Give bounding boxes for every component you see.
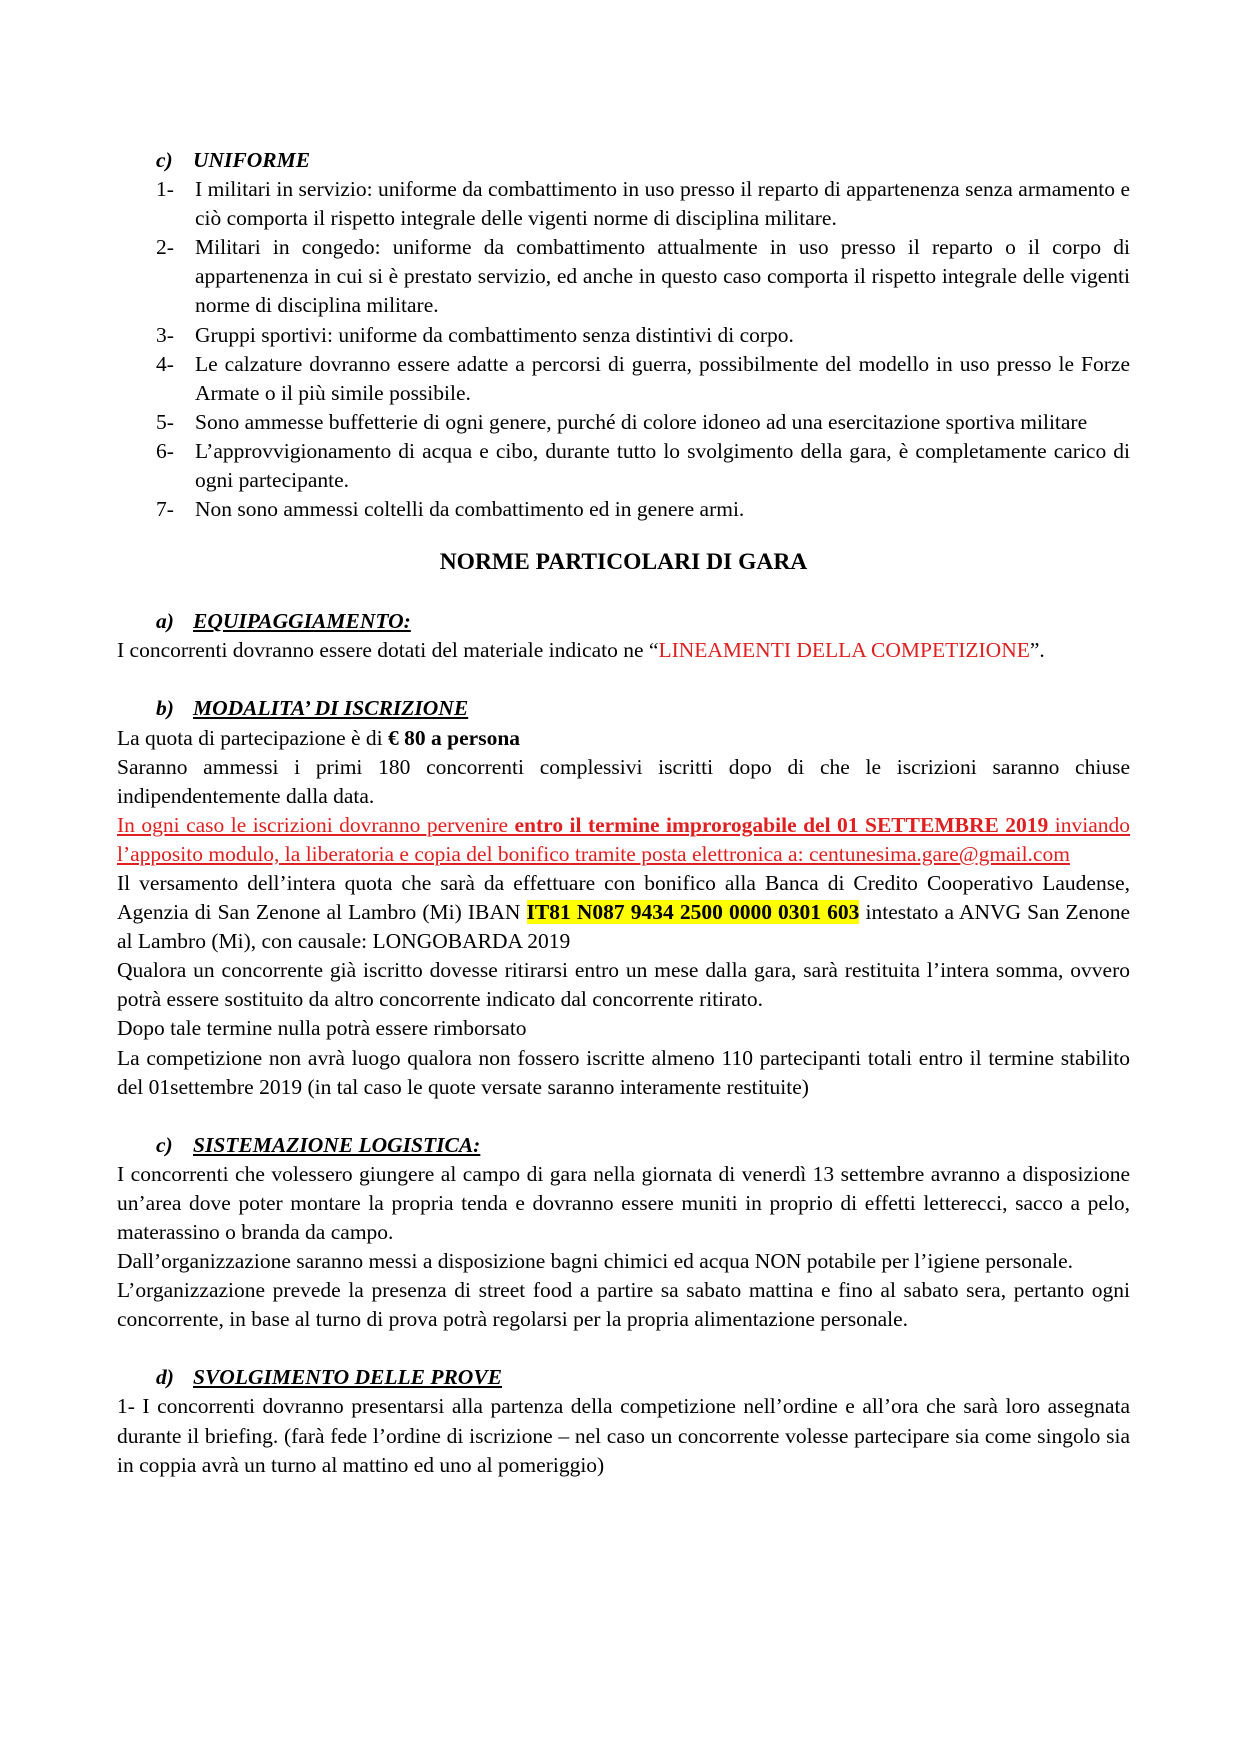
- section-letter: b): [156, 696, 174, 721]
- list-number: 5-: [156, 409, 174, 434]
- main-title: NORME PARTICOLARI DI GARA: [439, 549, 808, 576]
- list-number: 6-: [156, 438, 174, 463]
- list-item: [117, 175, 1130, 233]
- list-text: Militari in congedo: uniforme da combattimento attualmente in uso presso il reparto o il corpo di appartenenza in cui si è prestato servizio, ed anche in questo caso comporta il rispetto integrale delle vigenti norme di disciplina militare.: [195, 235, 1130, 318]
- list-item: [117, 233, 1130, 320]
- lineamenti-reference: LINEAMENTI DELLA COMPETIZIONE: [658, 638, 1030, 663]
- logistica-paragraph-1: I concorrenti che volessero giungere al campo di gara nella giornata di venerdì 13 settembre avranno a disposizione un’area dove poter montare la propria tenda e dovranno essere muniti in proprio di effetti letterecci, sacco a pelo, materassino o branda da campo.: [117, 1161, 1130, 1244]
- section-letter: d): [156, 1365, 174, 1390]
- text-run: I concorrenti dovranno essere dotati del materiale indicato ne “: [117, 638, 659, 663]
- prove-paragraph-1: 1- I concorrenti dovranno presentarsi alla partenza della competizione nell’ordine e all’ora che sarà loro assegnata durante il briefing. (farà fede l’ordine di iscrizione – nel caso un concorrente volesse partecipare sia come singolo sia in coppia avrà un turno al mattino ed uno al pomeriggio): [117, 1394, 1130, 1477]
- list-item: [117, 321, 1130, 350]
- text-run: Il versamento dell’intera quota che sarà da effettuare con bonifico alla Banca di Credito Cooperativo Laudense, Agenzia di San Zenone al Lambro (Mi) IBAN: [117, 870, 1130, 925]
- section-heading-equipaggiamento: [117, 607, 1130, 636]
- section-letter: a): [156, 609, 174, 634]
- email-instruction: inviando l’apposito modulo, la liberatoria e copia del bonifico tramite posta elettronica a: centunesima.gare@gmail.com: [117, 812, 1131, 866]
- text-run: ”.: [1029, 638, 1045, 663]
- list-text: I militari in servizio: uniforme da combattimento in uso presso il reparto di appartenenza senza armamento e ciò comporta il rispetto integrale delle vigenti norme di disciplina militare.: [195, 177, 1130, 231]
- minimo-paragraph: La competizione non avrà luogo qualora non fossero iscritte almeno 110 partecipanti totali entro il termine stabilito del 01settembre 2019 (in tal caso le quote versate saranno interamente restituite): [117, 1045, 1130, 1099]
- list-text: Le calzature dovranno essere adatte a percorsi di guerra, possibilmente del modello in uso presso le Forze Armate o il più simile possibile.: [195, 351, 1130, 405]
- list-item: [117, 495, 1130, 524]
- rimborso-paragraph: Dopo tale termine nulla potrà essere rimborsato: [117, 1016, 527, 1041]
- deadline-bold: entro il termine improrogabile del 01 SETTEMBRE 2019: [514, 812, 1049, 837]
- list-text: L’approvvigionamento di acqua e cibo, durante tutto lo svolgimento della gara, è completamente carico di ogni partecipante.: [195, 438, 1130, 493]
- iban-highlight: IT81 N087 9434 2500 0000 0301 603: [526, 900, 860, 925]
- section-heading-uniforme: [117, 146, 1130, 175]
- list-number: 4-: [156, 351, 174, 376]
- section-title: UNIFORME: [193, 148, 311, 172]
- list-item: [117, 350, 1130, 408]
- list-text: Non sono ammessi coltelli da combattimento ed in genere armi.: [195, 497, 745, 522]
- ammessi-paragraph: Saranno ammessi i primi 180 concorrenti complessivi iscritti dopo di che le iscrizioni saranno chiuse indipendentemente dalla data.: [117, 754, 1130, 808]
- list-number: 7-: [156, 497, 174, 522]
- section-title: SISTEMAZIONE LOGISTICA:: [193, 1132, 481, 1157]
- text-run: In ogni caso le iscrizioni dovranno pervenire: [117, 812, 515, 837]
- section-letter: c): [156, 148, 173, 172]
- section-title: SVOLGIMENTO DELLE PROVE: [193, 1365, 503, 1390]
- list-number: 3-: [156, 322, 174, 347]
- uniforme-list: [117, 175, 1130, 524]
- logistica-paragraph-3: L’organizzazione prevede la presenza di street food a partire sa sabato mattina e fino al sabato sera, pertanto ogni concorrente, in base al turno di prova potrà regolarsi per la propria alimentazione personale.: [117, 1278, 1130, 1332]
- document-page: [117, 146, 1130, 1480]
- list-item: [117, 408, 1130, 437]
- logistica-paragraph-2: Dall’organizzazione saranno messi a disposizione bagni chimici ed acqua NON potabile per l’igiene personale.: [117, 1249, 1074, 1274]
- list-number: 1-: [156, 177, 174, 202]
- list-text: Sono ammesse buffetterie di ogni genere, purché di colore idoneo ad una esercitazione sportiva militare: [195, 409, 1088, 434]
- section-heading-prove: [117, 1363, 1130, 1392]
- deadline-paragraph: [117, 811, 1130, 869]
- quota-text: [117, 724, 1130, 753]
- list-number: 2-: [156, 235, 174, 260]
- section-title: EQUIPAGGIAMENTO:: [193, 609, 411, 634]
- text-run: intestato a ANVG San Zenone al Lambro (Mi), con causale: LONGOBARDA 2019: [117, 900, 1131, 954]
- list-item: [117, 437, 1130, 495]
- section-heading-iscrizione: [117, 694, 1130, 723]
- versamento-paragraph: [117, 869, 1130, 956]
- section-letter: c): [156, 1132, 173, 1157]
- equipaggiamento-text: [117, 636, 1130, 665]
- section-heading-logistica: [117, 1131, 1130, 1160]
- section-title: MODALITA’ DI ISCRIZIONE: [193, 696, 469, 721]
- list-text: Gruppi sportivi: uniforme da combattimento senza distintivi di corpo.: [195, 322, 794, 347]
- quota-amount: € 80 a persona: [388, 725, 521, 750]
- text-run: La quota di partecipazione è di: [117, 725, 389, 750]
- ritiro-paragraph: Qualora un concorrente già iscritto dovesse ritirarsi entro un mese dalla gara, sarà restituita l’intera somma, ovvero potrà essere sostituito da altro concorrente indicato dal concorrente ritirato.: [117, 958, 1130, 1012]
